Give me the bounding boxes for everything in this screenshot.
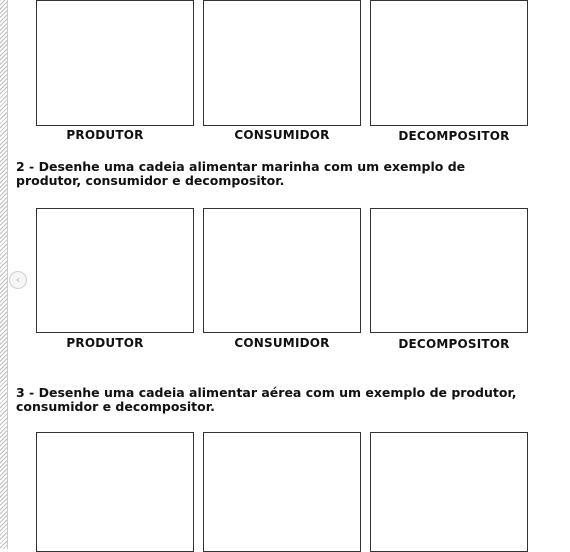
- drawing-box-consumer-2[interactable]: [203, 208, 361, 333]
- previous-page-icon[interactable]: ‹: [9, 271, 27, 289]
- drawing-box-producer-3[interactable]: [36, 432, 194, 552]
- question-2: 2 - Desenhe uma cadeia alimentar marinha com um exemplo de produtor, consumidor e decompositor.: [16, 159, 466, 188]
- label-decomposer-2: DECOMPOSITOR: [398, 337, 510, 351]
- drawing-box-producer-1[interactable]: [36, 0, 194, 126]
- drawing-box-consumer-3[interactable]: [203, 432, 361, 552]
- label-producer-2: PRODUTOR: [66, 336, 144, 350]
- label-decomposer-1: DECOMPOSITOR: [398, 129, 510, 143]
- drawing-box-decomposer-2[interactable]: [370, 208, 528, 333]
- label-producer-1: PRODUTOR: [66, 128, 144, 142]
- drawing-box-consumer-1[interactable]: [203, 0, 361, 126]
- label-consumer-2: CONSUMIDOR: [234, 336, 330, 350]
- question-3: 3 - Desenhe uma cadeia alimentar aérea com um exemplo de produtor, consumidor e decompositor.: [16, 385, 517, 414]
- drawing-box-decomposer-3[interactable]: [370, 432, 528, 552]
- label-consumer-1: CONSUMIDOR: [234, 128, 330, 142]
- page-left-border: [0, 0, 8, 549]
- drawing-box-decomposer-1[interactable]: [370, 0, 528, 126]
- drawing-box-producer-2[interactable]: [36, 208, 194, 333]
